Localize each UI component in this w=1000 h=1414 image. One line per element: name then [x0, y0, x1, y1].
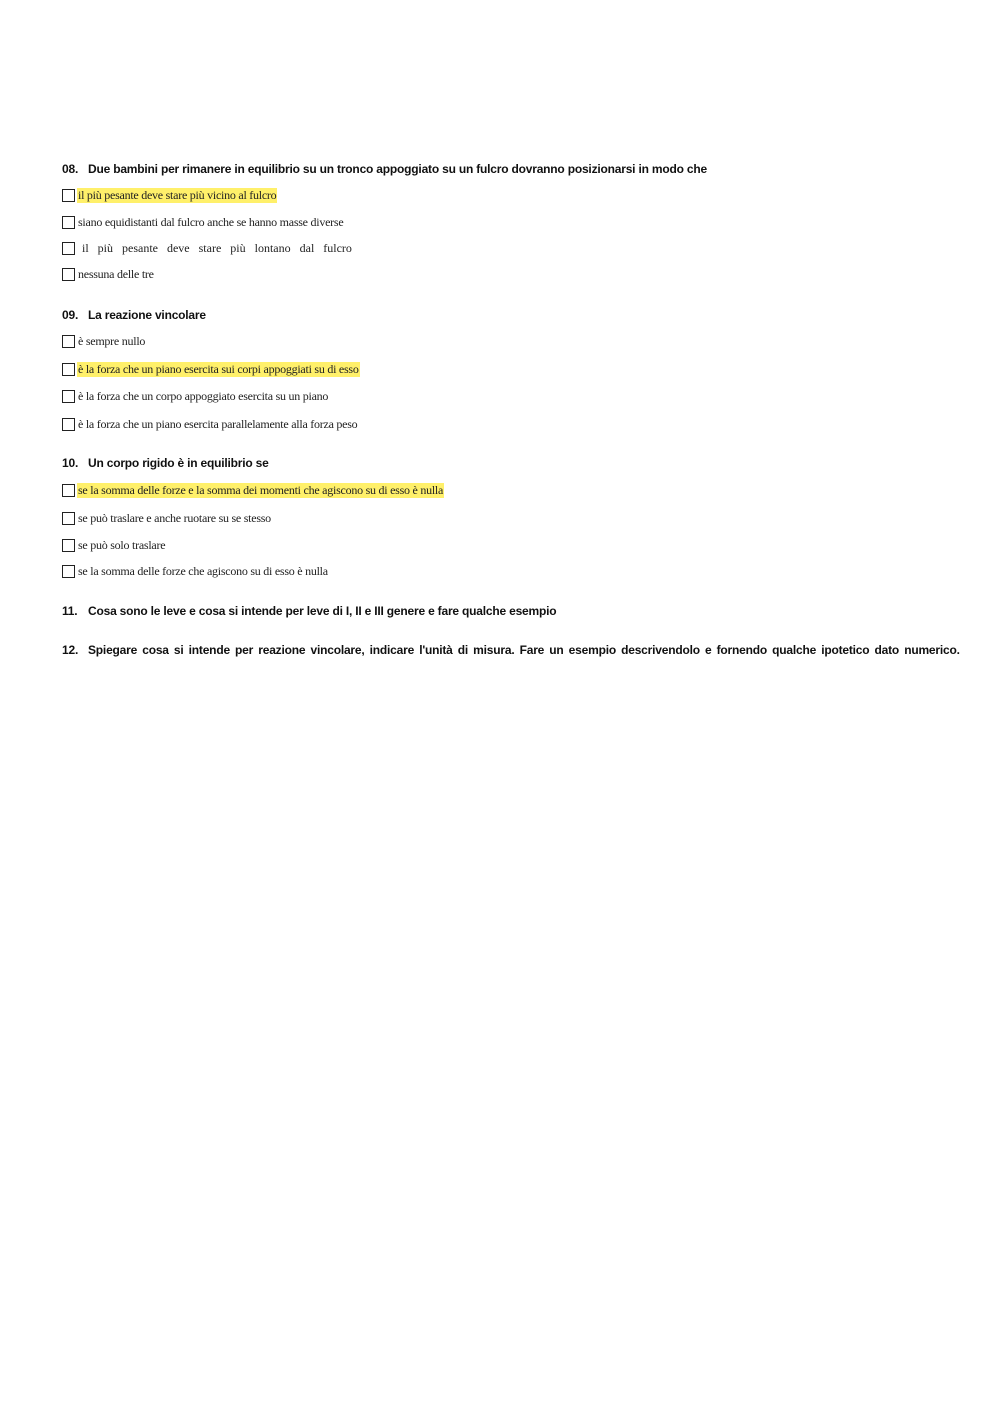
question-text: Cosa sono le leve e cosa si intende per leve di I, II e III genere e fare qualche esempio [88, 604, 557, 618]
checkbox[interactable] [62, 363, 75, 376]
checkbox[interactable] [62, 512, 75, 525]
question-text: Un corpo rigido è in equilibrio se [88, 456, 269, 470]
checkbox[interactable] [62, 390, 75, 403]
checkbox[interactable] [62, 539, 75, 552]
question-12 [62, 643, 960, 657]
option-text: è la forza che un corpo appoggiato esercita su un piano [78, 388, 329, 403]
option-09-d[interactable] [62, 416, 358, 432]
option-09-a[interactable] [62, 333, 146, 349]
option-08-c[interactable] [62, 240, 353, 256]
option-09-b[interactable] [62, 361, 360, 377]
question-text: La reazione vincolare [88, 308, 206, 322]
question-number: 09. [62, 308, 79, 322]
question-10 [62, 456, 269, 470]
question-text: Due bambini per rimanere in equilibrio su un tronco appoggiato su un fulcro dovranno posizionarsi in modo che [88, 162, 707, 176]
option-text: se la somma delle forze che agiscono su di esso è nulla [78, 563, 328, 578]
question-08 [62, 162, 707, 176]
option-08-a[interactable] [62, 187, 277, 203]
checkbox[interactable] [62, 565, 75, 578]
question-text: Spiegare cosa si intende per reazione vincolare, indicare l'unità di misura. Fare un esempio descrivendolo e fornendo qualche ipotetico dato numerico. [88, 643, 960, 657]
option-text: se la somma delle forze e la somma dei momenti che agiscono su di esso è nulla [78, 482, 444, 497]
checkbox[interactable] [62, 242, 75, 255]
question-number: 10. [62, 456, 79, 470]
option-text: è la forza che un piano esercita sui corpi appoggiati su di esso [78, 361, 359, 376]
checkbox[interactable] [62, 189, 75, 202]
question-11 [62, 604, 556, 618]
option-text: se può solo traslare [78, 537, 166, 552]
option-text: il più pesante deve stare più lontano dal fulcro [82, 240, 352, 255]
option-10-b[interactable] [62, 510, 272, 526]
option-08-d[interactable] [62, 266, 155, 282]
option-text: nessuna delle tre [78, 266, 154, 281]
option-text: è la forza che un piano esercita parallelamente alla forza peso [78, 416, 358, 431]
checkbox[interactable] [62, 335, 75, 348]
option-10-a[interactable] [62, 482, 444, 498]
checkbox[interactable] [62, 268, 75, 281]
checkbox[interactable] [62, 216, 75, 229]
question-number: 12. [62, 643, 79, 657]
option-09-c[interactable] [62, 388, 329, 404]
question-number: 08. [62, 162, 79, 176]
question-09 [62, 308, 206, 322]
option-10-c[interactable] [62, 537, 166, 553]
checkbox[interactable] [62, 418, 75, 431]
option-08-b[interactable] [62, 214, 344, 230]
question-number: 11. [62, 604, 78, 618]
checkbox[interactable] [62, 484, 75, 497]
option-text: se può traslare e anche ruotare su se stesso [78, 510, 271, 525]
option-10-d[interactable] [62, 563, 329, 579]
option-text: è sempre nullo [78, 333, 146, 348]
option-text: siano equidistanti dal fulcro anche se hanno masse diverse [78, 214, 344, 229]
option-text: il più pesante deve stare più vicino al fulcro [78, 187, 277, 202]
